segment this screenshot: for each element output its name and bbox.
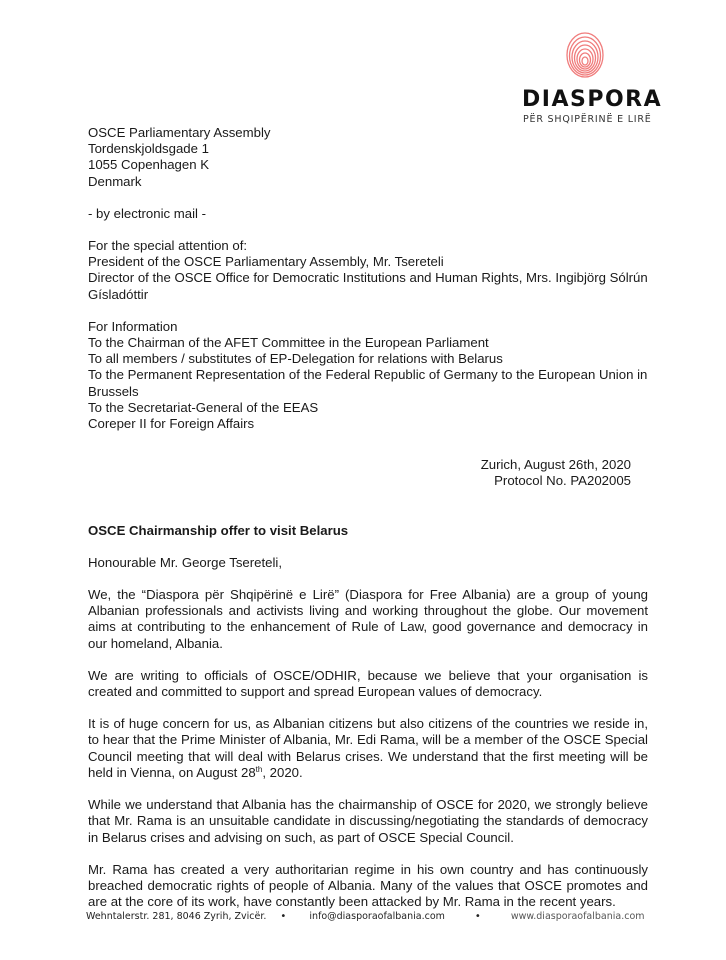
ordinal-suffix: th: [255, 764, 263, 774]
for-information-line: To the Chairman of the AFET Committee in the European Parliament: [88, 335, 489, 351]
letter-body: [88, 125, 648, 910]
brand-tagline: PËR SHQIPËRINË E LIRË: [523, 114, 652, 125]
footer-email[interactable]: info@diasporaofalbania.com: [309, 911, 445, 922]
for-information-line: Coreper II for Foreign Affairs: [88, 416, 255, 432]
special-attention-line: President of the OSCE Parliamentary Assembly, Mr. Tsereteli: [88, 254, 444, 270]
delivery-note: - by electronic mail -: [88, 205, 206, 221]
paragraph-intro: We, the “Diaspora për Shqipërinë e Lirë” (Diaspora for Free Albania) are a group of young Albanian professionals and activists living and working throughout the globe. Our movement aims at contributing to the enhancement of Rule of Law, good governance and democracy in our homeland, Albania.: [88, 587, 648, 651]
footer-address: Wehntalerstr. 281, 8046 Zyrih, Zvicër.: [86, 911, 267, 922]
salutation: Honourable Mr. George Tsereteli,: [88, 554, 283, 570]
protocol-number: Protocol No. PA202005: [494, 473, 631, 489]
place-date: Zurich, August 26th, 2020: [480, 457, 631, 473]
dateline: [88, 457, 648, 489]
fingerprint-icon: [565, 30, 605, 78]
for-information-heading: For Information: [88, 318, 178, 334]
paragraph-regime: Mr. Rama has created a very authoritarian regime in his own country and has continuously breached democratic rights of people of Albania. Many of the values that OSCE promotes and are at the core of its work, have constantly been attacked by Mr. Rama in the recent years.: [88, 861, 648, 910]
for-information-line: To all members / substitutes of EP-Delegation for relations with Belarus: [88, 351, 503, 367]
footer-website[interactable]: www.diasporaofalbania.com: [510, 911, 645, 922]
bullet-separator: •: [280, 911, 287, 922]
for-information-block: [88, 319, 648, 432]
special-attention-heading: For the special attention of:: [88, 238, 248, 254]
special-attention-block: [88, 238, 648, 303]
concern-text: It is of huge concern for us, as Albanian citizens but also citizens of the countries we reside in, to hear that the Prime Minister of Albania, Mr. Edi Rama, will be a member of the OSCE Special Council meeting that will deal with Belarus crises. We understand that the first meeting will be held in Vienna, on August 28: [88, 716, 648, 780]
concern-text-end: , 2020.: [262, 764, 303, 780]
for-information-line: Brussels: [88, 383, 139, 399]
letter-subject: OSCE Chairmanship offer to visit Belarus: [88, 522, 349, 538]
special-attention-line: Gísladóttir: [88, 286, 149, 302]
bullet-separator: •: [474, 911, 481, 922]
for-information-line: To the Secretariat-General of the EEAS: [88, 399, 319, 415]
paragraph-purpose: We are writing to officials of OSCE/ODHIR, because we believe that your organisation is created and committed to support and spread European values of democracy.: [88, 667, 648, 700]
address-line: OSCE Parliamentary Assembly: [88, 125, 271, 140]
special-attention-line: Director of the OSCE Office for Democratic Institutions and Human Rights, Mrs. Ingibjörg Sólrún: [88, 270, 648, 286]
for-information-line: To the Permanent Representation of the Federal Republic of Germany to the European Union in: [88, 367, 648, 383]
paragraph-concern: [88, 716, 648, 781]
address-line: Tordenskjoldsgade 1: [88, 141, 209, 157]
recipient-address: [88, 125, 648, 190]
paragraph-chairmanship: While we understand that Albania has the chairmanship of OSCE for 2020, we strongly believe that Mr. Rama is an unsuitable candidate in discussing/negotiating the standards of democracy in Belarus crises and advising on such, as part of OSCE Special Council.: [88, 797, 648, 845]
address-line: Denmark: [88, 173, 142, 189]
address-line: 1055 Copenhagen K: [88, 157, 209, 173]
letter-footer: [86, 911, 646, 922]
brand-name: DIASPORA: [522, 87, 663, 112]
